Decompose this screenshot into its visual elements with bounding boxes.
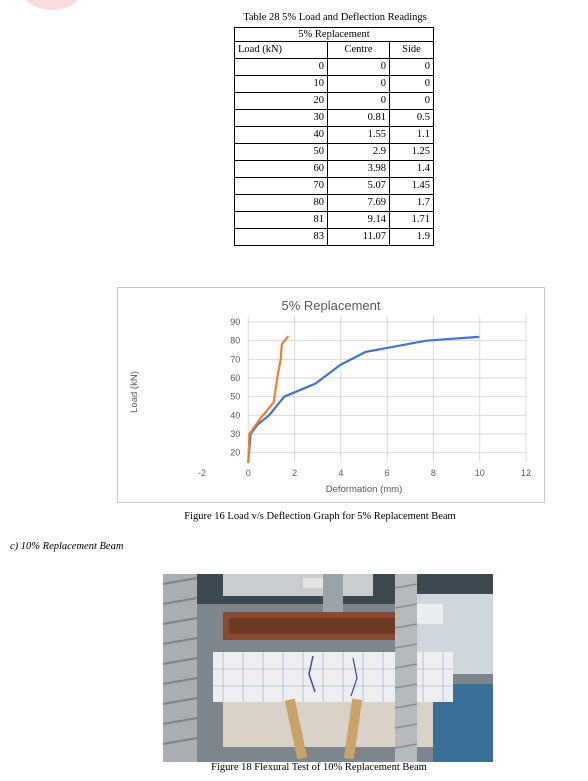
- cell-side: 0: [390, 93, 434, 110]
- header-side: Side: [390, 42, 434, 59]
- cell-load: 60: [235, 161, 328, 178]
- x-tick-label: 12: [520, 468, 532, 478]
- cell-side: 1.7: [390, 195, 434, 212]
- cell-side: 1.71: [390, 212, 434, 229]
- cell-load: 83: [235, 229, 328, 246]
- flexural-test-illustration: [163, 574, 493, 762]
- table-caption: Table 28 5% Load and Deflection Readings: [243, 12, 427, 23]
- table-group-header-row: [235, 28, 434, 42]
- y-tick-label: 60: [230, 373, 241, 383]
- x-tick-label: 0: [245, 468, 251, 478]
- table-row: [235, 195, 434, 212]
- y-tick-label: 40: [230, 410, 241, 421]
- table-row: [235, 93, 434, 110]
- section-heading: c) 10% Replacement Beam: [10, 541, 124, 552]
- cell-load: 30: [235, 110, 328, 127]
- cell-side: 1.4: [390, 161, 434, 178]
- chart-container: [117, 287, 545, 503]
- y-tick-label: 80: [230, 335, 241, 346]
- y-axis-label: Load (kN): [129, 371, 140, 413]
- x-tick-label: 2: [292, 468, 298, 478]
- table-row: [235, 178, 434, 195]
- cell-centre: 7.69: [328, 195, 390, 212]
- x-tick-label: 4: [338, 468, 344, 478]
- table-row: [235, 76, 434, 93]
- y-tick-label: 70: [230, 354, 241, 365]
- cell-side: 0: [390, 59, 434, 76]
- flexural-test-photo: [163, 574, 493, 762]
- series-line-1: [248, 337, 478, 462]
- table-row: [235, 144, 434, 161]
- y-tick-label: 30: [230, 429, 241, 439]
- x-tick-label: 10: [474, 468, 485, 478]
- group-header: 5% Replacement: [235, 28, 434, 42]
- cell-centre: 0.81: [328, 110, 390, 127]
- cell-load: 81: [235, 212, 328, 229]
- cell-centre: 0: [328, 93, 390, 110]
- x-tick-label: 8: [430, 468, 436, 478]
- table-row: [235, 229, 434, 246]
- table-row: [235, 127, 434, 144]
- table-row: [235, 212, 434, 229]
- cell-side: 0: [390, 76, 434, 93]
- cell-load: 10: [235, 76, 328, 93]
- table-row: [235, 110, 434, 127]
- table-header-row: [235, 42, 434, 59]
- cell-side: 1.1: [390, 127, 434, 144]
- cell-side: 0.5: [390, 110, 434, 127]
- cell-load: 50: [235, 144, 328, 161]
- cell-load: 80: [235, 195, 328, 212]
- cell-centre: 0: [328, 59, 390, 76]
- cell-load: 0: [235, 59, 328, 76]
- cell-side: 1.9: [390, 229, 434, 246]
- x-tick-label: 6: [384, 468, 390, 478]
- x-tick-label: -2: [197, 468, 207, 478]
- table-row: [235, 59, 434, 76]
- y-tick-label: 20: [230, 447, 241, 458]
- x-axis-label: Deformation (mm): [325, 484, 403, 495]
- table-row: [235, 161, 434, 178]
- cell-centre: 0: [328, 76, 390, 93]
- cell-load: 70: [235, 178, 328, 195]
- y-tick-label: 90: [230, 317, 241, 327]
- load-deflection-chart: [118, 288, 544, 502]
- y-tick-label: 50: [230, 391, 241, 402]
- cell-centre: 1.55: [328, 127, 390, 144]
- figure-caption: Figure 16 Load v/s Deflection Graph for 5% Replacement Beam: [184, 511, 456, 522]
- cell-load: 40: [235, 127, 328, 144]
- cell-centre: 5.07: [328, 178, 390, 195]
- cell-centre: 11.07: [328, 229, 390, 246]
- cell-centre: 9.14: [328, 212, 390, 229]
- load-deflection-table: [234, 27, 434, 246]
- corner-decoration: [22, 0, 82, 10]
- header-centre: Centre: [328, 42, 390, 59]
- chart-title: 5% Replacement: [281, 298, 381, 313]
- cell-centre: 2.9: [328, 144, 390, 161]
- cell-side: 1.45: [390, 178, 434, 195]
- photo-caption: Figure 18 Flexural Test of 10% Replacement Beam: [211, 762, 427, 773]
- cell-side: 1.25: [390, 144, 434, 161]
- header-load: Load (kN): [235, 42, 328, 59]
- cell-centre: 3.98: [328, 161, 390, 178]
- cell-load: 20: [235, 93, 328, 110]
